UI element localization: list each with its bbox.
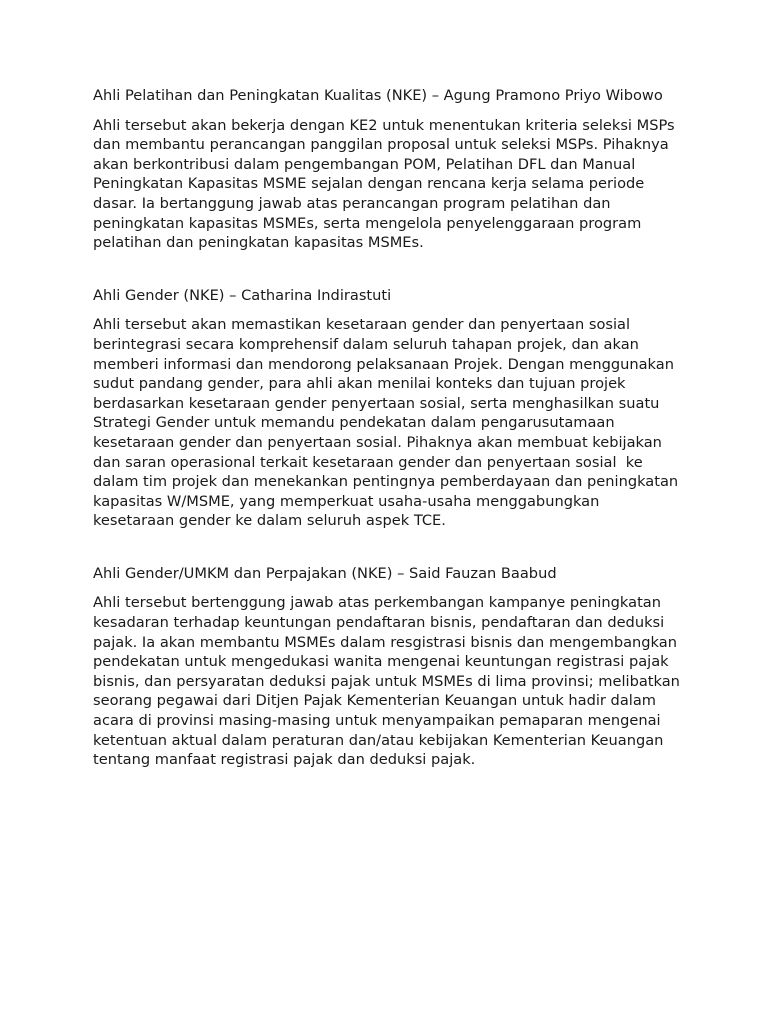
section-gender-expert	[93, 286, 683, 531]
section-spacer	[93, 531, 683, 564]
section-body: Ahli tersebut akan bekerja dengan KE2 untuk menentukan kriteria seleksi MSPs dan membantu perancangan panggilan proposal untuk seleksi MSPs. Pihaknya akan berkontribusi dalam pengembangan POM, Pelatihan DFL dan Manual Peningkatan Kapasitas MSME sejalan dengan rencana kerja selama periode dasar. Ia bertanggung jawab atas perancangan program pelatihan dan peningkatan kapasitas MSMEs, serta mengelola penyelenggaraan program pelatihan dan peningkatan kapasitas MSMEs.	[93, 116, 675, 252]
section-tax-expert	[93, 564, 683, 770]
section-body: Ahli tersebut bertenggung jawab atas perkembangan kampanye peningkatan kesadaran terhadap keuntungan pendaftaran bisnis, pendaftaran dan deduksi pajak. Ia akan membantu MSMEs dalam resgistrasi bisnis dan mengembangkan pendekatan untuk mengedukasi wanita mengenai keuntungan registrasi pajak bisnis, dan persyaratan deduksi pajak untuk MSMEs di lima provinsi; melibatkan seorang pegawai dari Ditjen Pajak Kementerian Keuangan untuk hadir dalam acara di provinsi masing-masing untuk menyampaikan pemaparan mengenai ketentuan aktual dalam peraturan dan/atau kebijakan Kementerian Keuangan tentang manfaat registrasi pajak dan deduksi pajak.	[93, 594, 680, 769]
document-page	[93, 86, 683, 770]
section-spacer	[93, 253, 683, 286]
section-heading: Ahli Gender/UMKM dan Perpajakan (NKE) – Said Fauzan Baabud	[93, 564, 557, 582]
section-body: Ahli tersebut akan memastikan kesetaraan gender dan penyertaan sosial berintegrasi secara komprehensif dalam seluruh tahapan projek, dan akan memberi informasi dan mendorong pelaksanaan Projek. Dengan menggunakan sudut pandang gender, para ahli akan menilai konteks dan tujuan projek berdasarkan kesetaraan gender penyertaan sosial, serta menghasilkan suatu Strategi Gender untuk memandu pendekatan dalam pengarusutamaan kesetaraan gender dan penyertaan sosial. Pihaknya akan membuat kebijakan dan saran operasional terkait kesetaraan gender dan penyertaan sosial ke dalam tim projek dan menekankan pentingnya pemberdayaan dan peningkatan kapasitas W/MSME, yang memperkuat usaha-usaha menggabungkan kesetaraan gender ke dalam seluruh aspek TCE.	[93, 316, 679, 530]
section-heading: Ahli Pelatihan dan Peningkatan Kualitas (NKE) – Agung Pramono Priyo Wibowo	[93, 87, 663, 104]
section-training-expert	[93, 86, 683, 253]
section-heading: Ahli Gender (NKE) – Catharina Indirastuti	[93, 286, 392, 304]
